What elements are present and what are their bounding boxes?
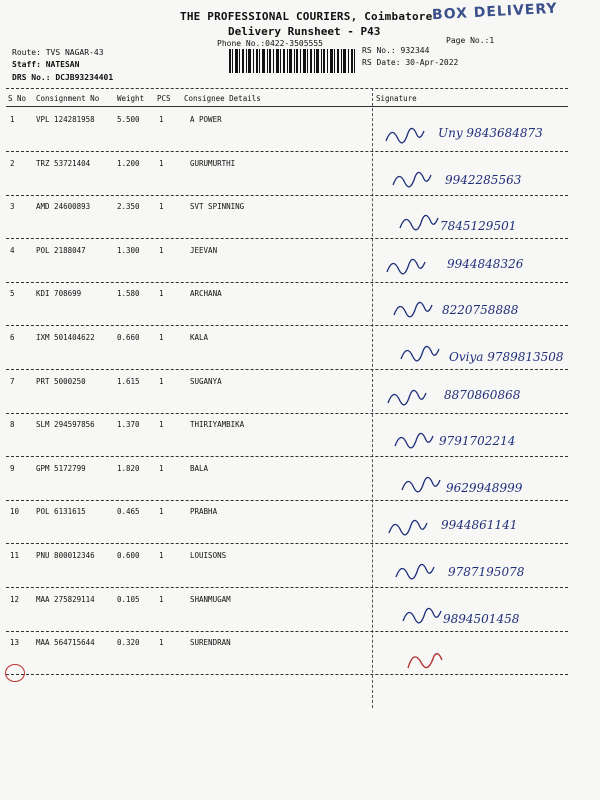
weight-value: 1.580 [117, 289, 140, 298]
signature-scribble [387, 259, 425, 273]
signature-scribble [386, 128, 424, 142]
row-divider [6, 282, 568, 283]
table-row [0, 420, 600, 460]
col-sno-header: S No [8, 94, 27, 103]
pcs-value: 1 [159, 289, 164, 298]
consignee-name: SURENDRAN [190, 638, 231, 647]
signature-cell [378, 333, 588, 373]
consignee-name: PRABHA [190, 507, 218, 516]
route-label: Route: TVS NAGAR-43 [12, 48, 104, 57]
table-row [0, 507, 600, 547]
row-divider [6, 587, 568, 588]
row-divider [6, 325, 568, 326]
signature-cell [378, 246, 588, 286]
signature-scribble [388, 390, 426, 404]
weight-value: 2.350 [117, 202, 140, 211]
handwritten-signature-icon [378, 246, 588, 286]
weight-value: 0.465 [117, 507, 140, 516]
signature-cell [378, 159, 588, 199]
company-name: THE PROFESSIONAL COURIERS, Coimbatore [180, 10, 433, 23]
handwritten-phone: 8870860868 [444, 388, 521, 402]
runsheet-title: Delivery Runsheet - P43 [228, 25, 381, 38]
table-row [0, 159, 600, 199]
signature-cell [378, 507, 588, 547]
consignee-name: SUGANYA [190, 377, 222, 386]
weight-value: 0.105 [117, 595, 140, 604]
row-divider [6, 500, 568, 501]
handwritten-signature-icon [378, 159, 588, 199]
row-sno: 12 [10, 595, 20, 604]
col-consignee-header: Consignee Details [184, 94, 261, 103]
handwritten-phone: 9629948999 [446, 481, 523, 495]
signature-cell [378, 595, 588, 635]
consignee-name: BALA [190, 464, 209, 473]
handwritten-phone: 7845129501 [440, 219, 517, 233]
row-divider [6, 195, 568, 196]
pcs-value: 1 [159, 507, 164, 516]
signature-scribble [401, 346, 439, 360]
handwritten-phone: 9787195078 [448, 565, 525, 579]
row-divider [6, 369, 568, 370]
consignment-number: KDI 708699 [36, 289, 82, 298]
table-row [0, 595, 600, 635]
signature-scribble [395, 433, 433, 447]
handwritten-signature-icon [378, 202, 588, 242]
row-sno: 11 [10, 551, 20, 560]
signature-cell [378, 464, 588, 504]
consignment-number: AMD 24600893 [36, 202, 91, 211]
pcs-value: 1 [159, 202, 164, 211]
signature-scribble [389, 520, 427, 534]
weight-value: 5.500 [117, 115, 140, 124]
consignment-number: IXM 501404622 [36, 333, 95, 342]
pcs-value: 1 [159, 377, 164, 386]
consignment-number: GPM 5172799 [36, 464, 86, 473]
signature-scribble [402, 477, 440, 491]
consignee-name: KALA [190, 333, 209, 342]
weight-value: 1.615 [117, 377, 140, 386]
handwritten-phone: 8220758888 [442, 303, 519, 317]
row-divider [6, 456, 568, 457]
barcode-icon [229, 49, 355, 73]
signature-cell [378, 289, 588, 329]
row-sno: 8 [10, 420, 15, 429]
pcs-value: 1 [159, 115, 164, 124]
handwritten-signature-icon [378, 595, 588, 635]
weight-value: 0.600 [117, 551, 140, 560]
col-consignment-header: Consignment No [36, 94, 100, 103]
signature-cell [378, 551, 588, 591]
handwritten-phone: 9791702214 [439, 434, 516, 448]
consignment-number: PNU 800012346 [36, 551, 95, 560]
rs-date: RS Date: 30-Apr-2022 [362, 58, 459, 67]
pcs-value: 1 [159, 246, 164, 255]
table-row [0, 333, 600, 373]
table-row [0, 551, 600, 591]
row-sno: 9 [10, 464, 15, 473]
weight-value: 0.320 [117, 638, 140, 647]
handwritten-signature-icon [378, 464, 588, 504]
signature-scribble [396, 564, 434, 578]
consignment-number: POL 6131615 [36, 507, 86, 516]
signature-cell [378, 638, 588, 678]
row-divider [6, 238, 568, 239]
handwritten-signature-icon [378, 420, 588, 460]
consignee-name: GURUMURTHI [190, 159, 236, 168]
handwritten-signature-icon [378, 551, 588, 591]
col-signature-header: Signature [376, 94, 417, 103]
row-sno: 4 [10, 246, 15, 255]
drs-number: DRS No.: DCJB93234401 [12, 73, 114, 82]
signature-scribble [403, 608, 441, 622]
row-sno: 2 [10, 159, 15, 168]
consignment-number: TRZ 53721404 [36, 159, 91, 168]
staff-label: Staff: NATESAN [12, 60, 80, 69]
table-row [0, 289, 600, 329]
box-delivery-stamp: BOX DELIVERY [431, 0, 558, 24]
row-divider [6, 413, 568, 414]
col-weight-header: Weight [117, 94, 145, 103]
header-top-rule [6, 88, 568, 89]
signature-cell [378, 420, 588, 460]
consignee-name: THIRIYAMBIKA [190, 420, 245, 429]
consignee-name: SVT SPINNING [190, 202, 245, 211]
handwritten-phone: 9894501458 [443, 612, 520, 626]
handwritten-signature-icon [378, 333, 588, 373]
signature-scribble [394, 302, 432, 316]
weight-value: 0.660 [117, 333, 140, 342]
consignee-name: SHANMUGAM [190, 595, 231, 604]
consignee-name: A POWER [190, 115, 222, 124]
header-bottom-rule [6, 106, 568, 107]
pcs-value: 1 [159, 638, 164, 647]
consignment-number: SLM 294597856 [36, 420, 95, 429]
pcs-value: 1 [159, 159, 164, 168]
signature-cell [378, 202, 588, 242]
weight-value: 1.200 [117, 159, 140, 168]
row-divider [6, 631, 568, 632]
rs-number: RS No.: 932344 [362, 46, 430, 55]
handwritten-signature-icon [378, 377, 588, 417]
consignment-number: MAA 275829114 [36, 595, 95, 604]
page-number: Page No.:1 [446, 36, 495, 45]
signature-cell [378, 377, 588, 417]
pcs-value: 1 [159, 595, 164, 604]
weight-value: 1.370 [117, 420, 140, 429]
row-divider [6, 543, 568, 544]
consignment-number: MAA 564715644 [36, 638, 95, 647]
table-row [0, 638, 600, 678]
handwritten-signature-icon [378, 638, 588, 678]
row-13-circle-mark [5, 664, 25, 682]
consignment-number: PRT 5000250 [36, 377, 86, 386]
row-divider [6, 674, 568, 675]
row-sno: 6 [10, 333, 15, 342]
row-sno: 5 [10, 289, 15, 298]
pcs-value: 1 [159, 551, 164, 560]
consignment-number: VPL 124281958 [36, 115, 95, 124]
weight-value: 1.300 [117, 246, 140, 255]
weight-value: 1.820 [117, 464, 140, 473]
row-divider [6, 151, 568, 152]
row-sno: 10 [10, 507, 20, 516]
signature-scribble [408, 654, 442, 668]
table-row [0, 464, 600, 504]
consignee-name: ARCHANA [190, 289, 222, 298]
pcs-value: 1 [159, 333, 164, 342]
pcs-value: 1 [159, 420, 164, 429]
col-pcs-header: PCS [157, 94, 171, 103]
signature-scribble [393, 172, 431, 186]
handwritten-signature-icon [378, 289, 588, 329]
phone-number: Phone No.:0422-3505555 [217, 39, 323, 48]
table-row [0, 115, 600, 155]
handwritten-signature-icon [378, 115, 588, 155]
pcs-value: 1 [159, 464, 164, 473]
handwritten-phone: 9944848326 [447, 257, 524, 271]
row-sno: 7 [10, 377, 15, 386]
handwritten-phone: 9942285563 [445, 173, 522, 187]
handwritten-signature-icon [378, 507, 588, 547]
table-row [0, 377, 600, 417]
row-sno: 1 [10, 115, 15, 124]
row-sno: 3 [10, 202, 15, 211]
handwritten-phone: 9944861141 [441, 518, 518, 532]
consignee-name: JEEVAN [190, 246, 218, 255]
signature-cell [378, 115, 588, 155]
consignee-name: LOUISONS [190, 551, 227, 560]
signature-scribble [400, 215, 438, 229]
handwritten-phone: Oviya 9789813508 [449, 350, 564, 364]
table-row [0, 246, 600, 286]
table-row [0, 202, 600, 242]
handwritten-phone: Uny 9843684873 [438, 126, 543, 140]
row-sno: 13 [10, 638, 20, 647]
consignment-number: POL 2188047 [36, 246, 86, 255]
